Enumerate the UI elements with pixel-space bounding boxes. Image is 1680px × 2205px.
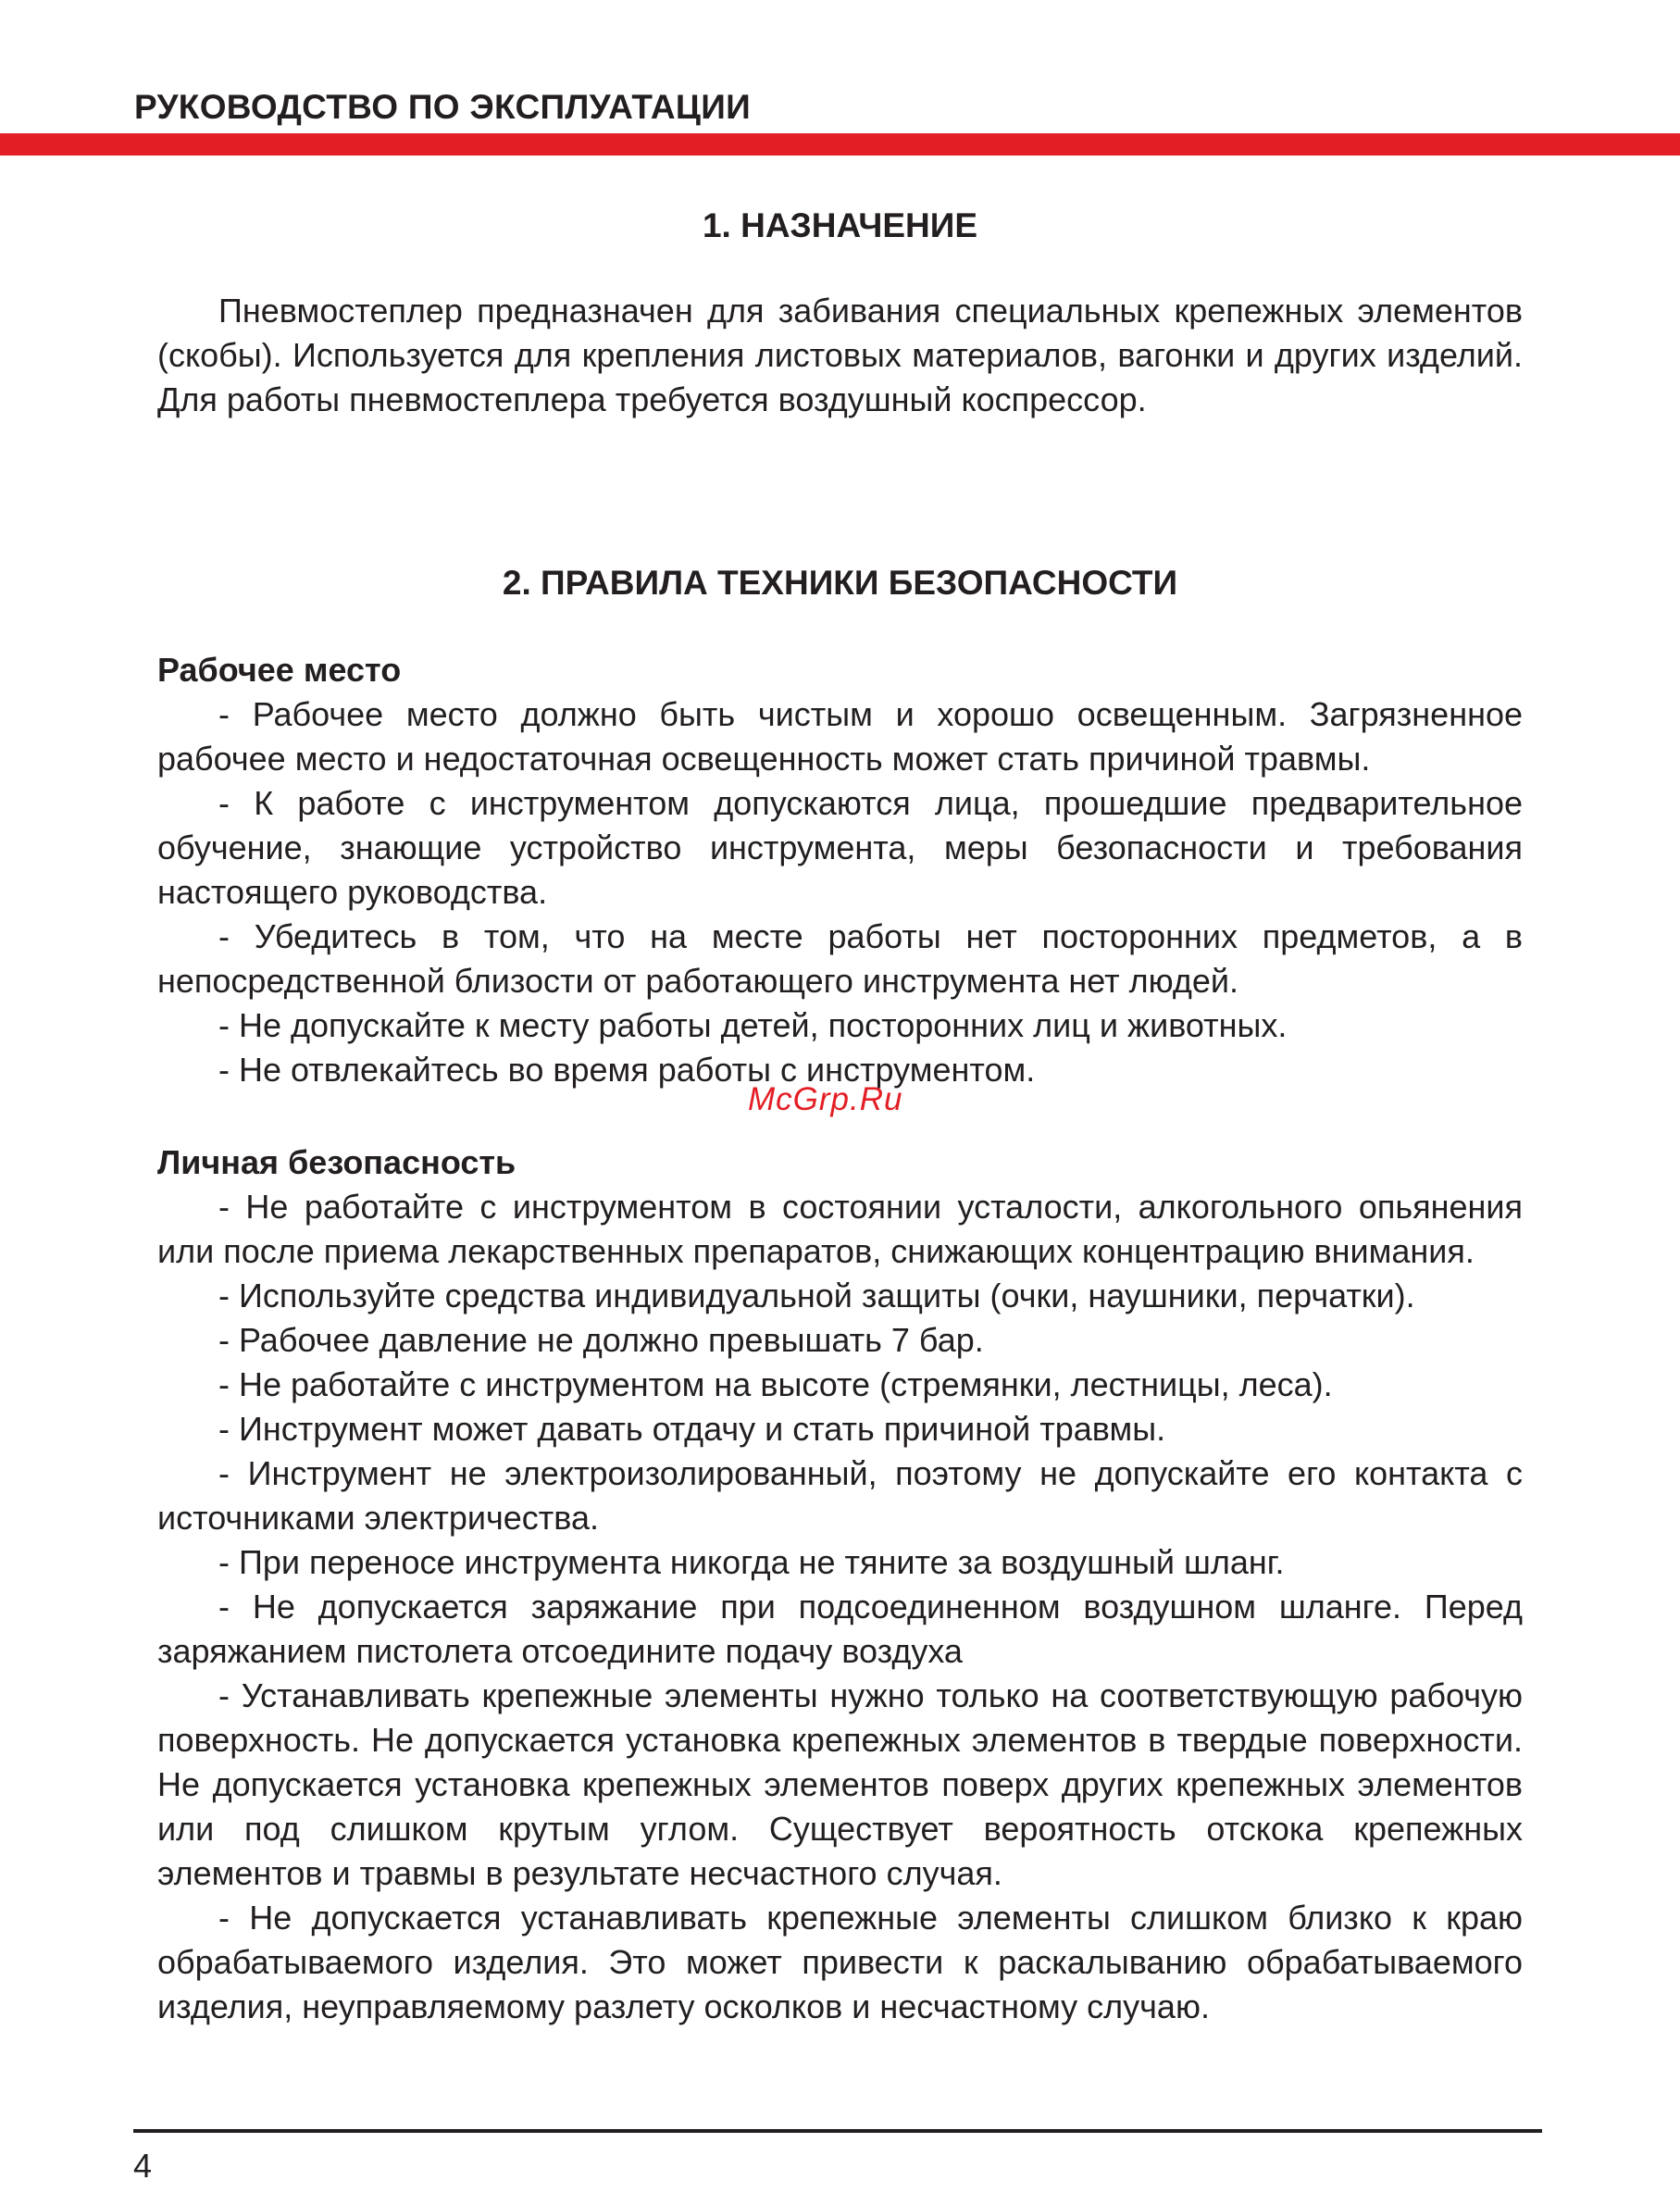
section-1-body: [157, 289, 1523, 422]
list-item: - Используйте средства индивидуальной защиты (очки, наушники, перчатки).: [218, 1277, 1415, 1314]
document-header-title: РУКОВОДСТВО ПО ЭКСПЛУАТАЦИИ: [134, 88, 752, 126]
section-2-title: 2. ПРАВИЛА ТЕХНИКИ БЕЗОПАСНОСТИ: [502, 564, 1178, 602]
section-1-title: 1. НАЗНАЧЕНИЕ: [702, 206, 978, 244]
list-item: - Рабочее место должно быть чистым и хорошо освещенным. Загрязненное рабочее место и недостаточная освещенность может стать причиной травмы.: [157, 695, 1523, 778]
list-item: - При переносе инструмента никогда не тяните за воздушный шланг.: [218, 1543, 1285, 1581]
watermark-link[interactable]: McGrp.Ru: [748, 1081, 903, 1117]
list-item: - Не допускается заряжание при подсоединенном воздушном шланге. Перед заряжанием пистолета отсоедините подачу воздуха: [157, 1588, 1523, 1670]
list-item: - Устанавливать крепежные элементы нужно только на соответствующую рабочую поверхность. Не допускается установка крепежных элементов в твердые поверхности. Не допускается установка крепежных элементов поверх других крепежных элементов или под слишком крутым углом. Существует вероятность отскока крепежных элементов и травмы в результате несчастного случая.: [157, 1676, 1523, 1892]
list-item: - Убедитесь в том, что на месте работы нет посторонних предметов, а в непосредственной близости от работающего инструмента нет людей.: [157, 917, 1523, 1000]
list-item: - Инструмент может давать отдачу и стать причиной травмы.: [218, 1410, 1166, 1448]
list-item: - Рабочее давление не должно превышать 7 бар.: [218, 1321, 984, 1359]
subheading-workplace: Рабочее место: [157, 651, 402, 689]
list-item: - К работе с инструментом допускаются лица, прошедшие предварительное обучение, знающие устройство инструмента, меры безопасности и требования настоящего руководства.: [157, 784, 1523, 911]
list-item: - Не работайте с инструментом в состоянии усталости, алкогольного опьянения или после приема лекарственных препаратов, снижающих концентрацию внимания.: [157, 1188, 1523, 1270]
page-number: 4: [133, 2147, 153, 2185]
list-item: - Не допускайте к месту работы детей, посторонних лиц и животных.: [218, 1006, 1288, 1044]
list-item: - Инструмент не электроизолированный, поэтому не допускайте его контакта с источниками электричества.: [157, 1454, 1523, 1537]
subheading-personal-safety: Личная безопасность: [157, 1143, 516, 1181]
section-1-paragraph: Пневмостеплер предназначен для забивания специальных крепежных элементов (скобы). Используется для крепления листовых материалов, вагонки и других изделий. Для работы пневмостеплера требуется воздушный коспрессор.: [157, 292, 1523, 418]
header-red-bar: [0, 133, 1680, 156]
personal-safety-list: [157, 1185, 1523, 2029]
list-item: - Не работайте с инструментом на высоте (стремянки, лестницы, леса).: [218, 1365, 1333, 1403]
workplace-list: [157, 692, 1523, 1092]
footer-divider: [133, 2129, 1542, 2133]
list-item: - Не допускается устанавливать крепежные элементы слишком близко к краю обрабатываемого изделия. Это может привести к раскалыванию обрабатываемого изделия, неуправляемому разлету осколков и несчастному случаю.: [157, 1899, 1523, 2025]
list-item: - Не отвлекайтесь во время работы с инструментом.: [218, 1051, 1036, 1089]
